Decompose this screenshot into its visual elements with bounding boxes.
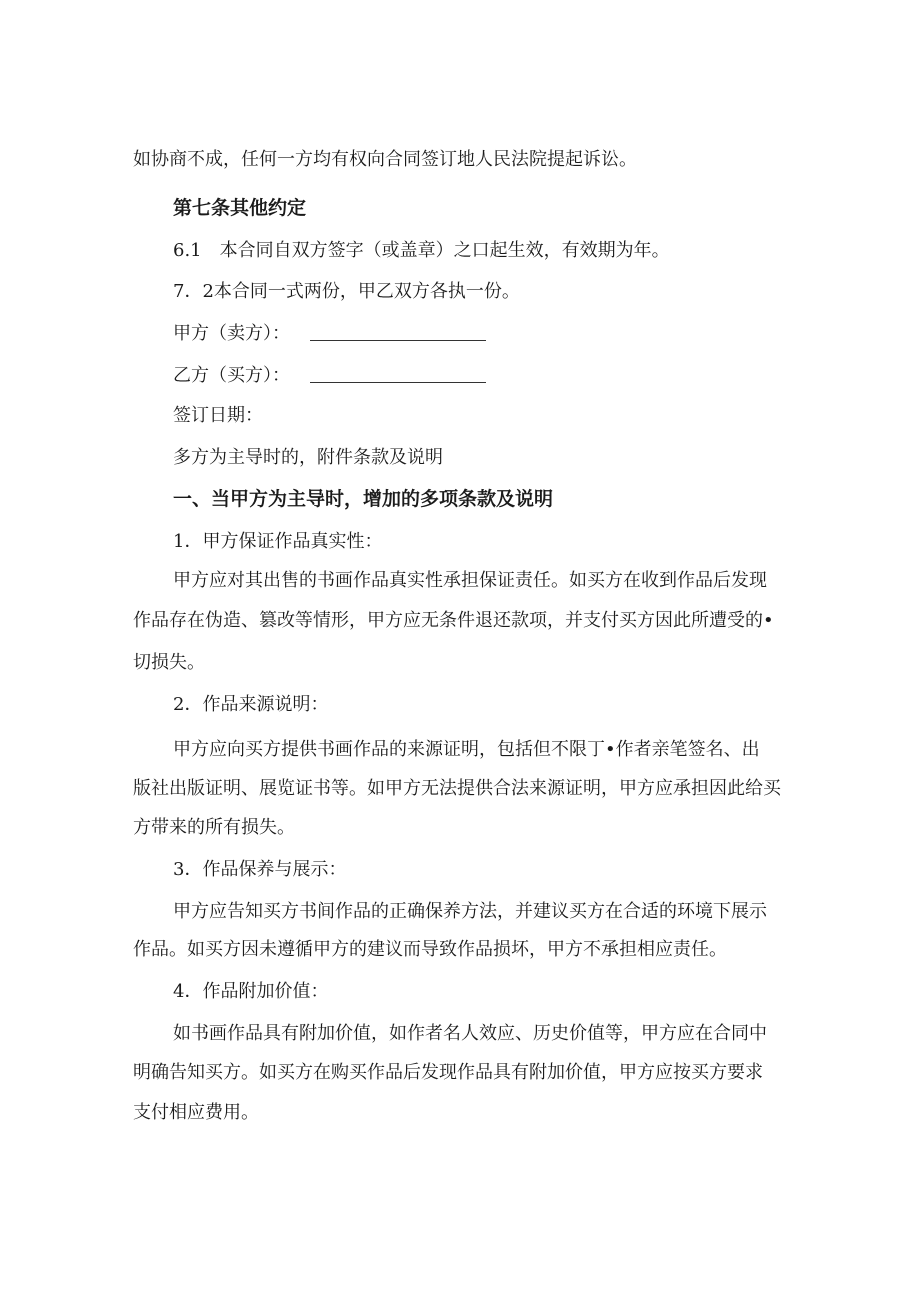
- item-3-title: 3．作品保养与展示：: [173, 859, 347, 880]
- clause-6-1: 6.1 本合同自双方签字（或盖章）之口起生效，有效期为年。: [173, 240, 670, 261]
- item-4-title: 4．作品附加价值：: [173, 981, 329, 1002]
- section-title-party-a-lead: 一、当甲方为主导时，增加的多项条款及说明: [173, 488, 554, 510]
- signing-date-label: 签订日期：: [173, 405, 263, 426]
- item-1-text-line-2: 作品存在伪造、篡改等情形，甲方应无条件退还款项，并支付买方因此所遭受的•: [133, 610, 774, 631]
- item-4-text-line-3: 支付相应费用。: [133, 1102, 259, 1123]
- party-a-signature-line: [310, 340, 486, 341]
- item-2-text-line-2: 版社出版证明、展览证书等。如甲方无法提供合法来源证明，甲方应承担因此给买: [133, 778, 781, 799]
- item-1-title: 1．甲方保证作品真实性：: [173, 531, 383, 552]
- text-line-dispute: 如协商不成，任何一方均有权向合同签订地人民法院提起诉讼。: [133, 149, 637, 170]
- item-3-text-line-2: 作品。如买方因未遵循甲方的建议而导致作品损坏，甲方不承担相应责任。: [133, 939, 727, 960]
- appendix-intro: 多方为主导时的，附件条款及说明: [173, 447, 443, 468]
- party-b-signature-line: [310, 382, 486, 383]
- item-2-text-line-3: 方带来的所有损失。: [133, 817, 295, 838]
- item-2-title: 2．作品来源说明：: [173, 694, 329, 715]
- item-1-text-line-3: 切损失。: [133, 652, 205, 673]
- party-b-label: 乙方（买方）：: [173, 365, 290, 386]
- item-2-text-line-1: 甲方应向买方提供书画作品的来源证明，包括但不限丁•作者亲笔签名、出: [173, 739, 760, 760]
- item-4-text-line-1: 如书画作品具有附加价值，如作者名人效应、历史价值等，甲方应在合同中: [173, 1023, 767, 1044]
- party-a-label: 甲方（卖方）：: [173, 323, 290, 344]
- item-1-text-line-1: 甲方应对其出售的书画作品真实性承担保证责任。如买方在收到作品后发现: [173, 570, 767, 591]
- clause-7-2: 7．2本合同一式两份，甲乙双方各执一份。: [173, 281, 520, 302]
- item-3-text-line-1: 甲方应告知买方书间作品的正确保养方法，并建议买方在合适的环境下展示: [173, 901, 767, 922]
- section-title-article-7: 第七条其他约定: [173, 197, 307, 219]
- item-4-text-line-2: 明确告知买方。如买方在购买作品后发现作品具有附加价值，甲方应按买方要求: [133, 1062, 763, 1083]
